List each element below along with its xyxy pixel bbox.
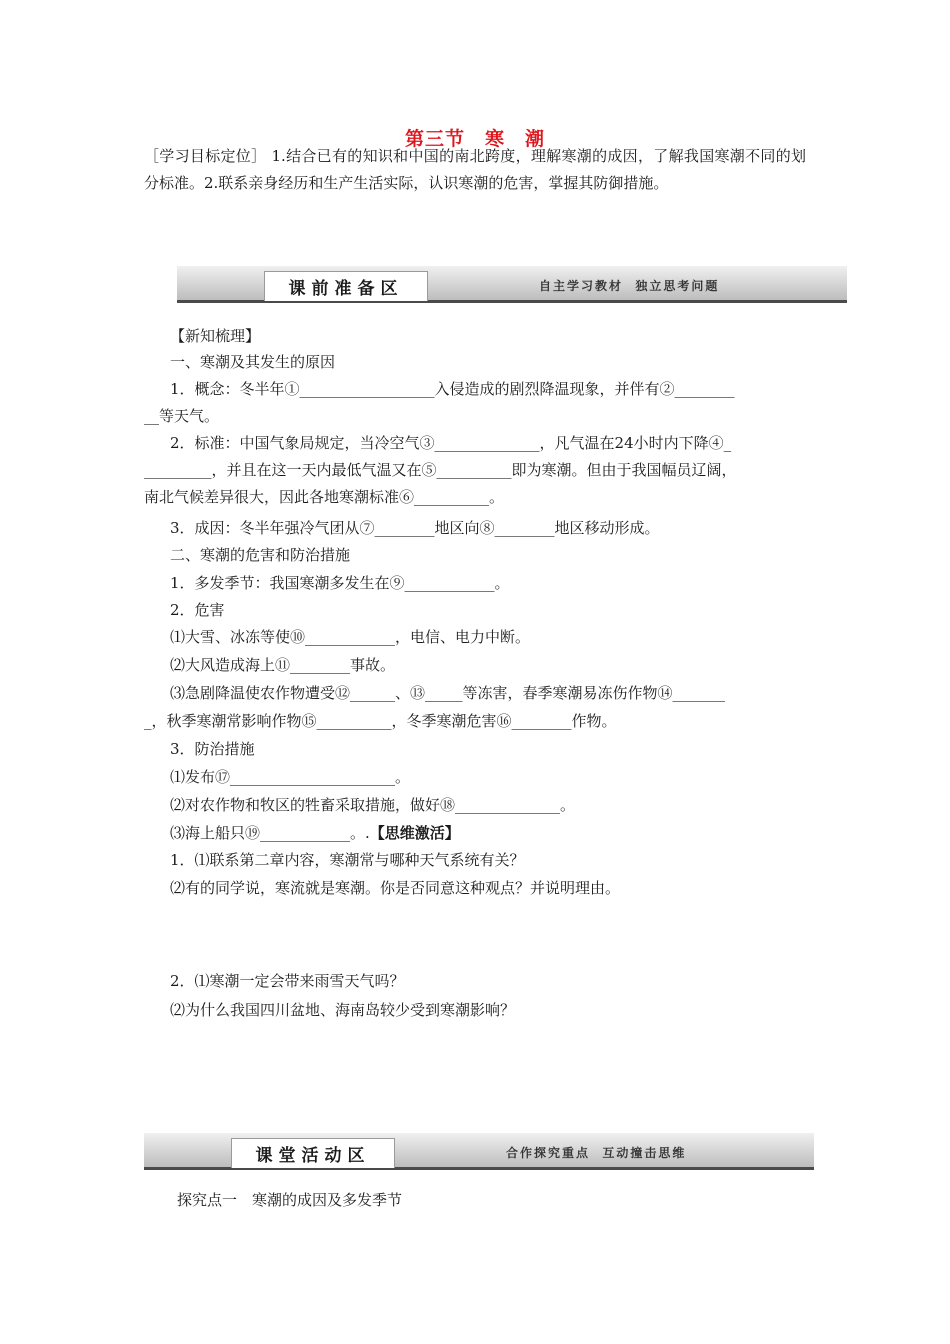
heading-cold-wave-causes: 一、寒潮及其发生的原因	[170, 353, 336, 371]
question-line: 2．⑴寒潮一定会带来雨雪天气吗？	[170, 972, 405, 990]
section-heading-thinking: 【思维激活】	[369, 824, 460, 842]
learning-objectives: ［学习目标定位］ 1.结合已有的知识和中国的南北跨度，理解寒潮的成因，了解我国寒潮不同的划分标准。2.联系亲身经历和生产生活实际，认识寒潮的危害，掌握其防御措施。	[144, 147, 806, 192]
text-line: _________，并且在这一天内最低气温又在⑤__________即为寒潮。但由于我国幅员辽阔，	[144, 461, 737, 479]
text-line: 1．概念：冬半年①__________________入侵造成的剧烈降温现象，并伴有②________	[170, 380, 735, 398]
text-line: ⑶急剧降温使农作物遭受⑫______、⑬_____等冻害，春季寒潮易冻伤作物⑭_______	[170, 684, 726, 702]
text-line: ⑵大风造成海上⑪________事故。	[170, 656, 396, 674]
text-line	[170, 820, 460, 847]
banner-slogan-in-class: 合作探究重点 互动撞击思维	[506, 1146, 687, 1160]
page-title: 第三节 寒 潮	[404, 128, 545, 150]
text-line: 南北气候差异很大，因此各地寒潮标准⑥__________。	[144, 488, 505, 506]
text-line: 1．多发季节：我国寒潮多发生在⑨____________。	[170, 574, 510, 592]
text-line: ⑴发布⑰______________________。	[170, 768, 411, 786]
section-banner-in-class	[144, 1133, 814, 1170]
inquiry-heading: 探究点一 寒潮的成因及多发季节	[177, 1191, 403, 1209]
heading-hazards-measures: 二、寒潮的危害和防治措施	[170, 546, 351, 564]
text-line: 2．标准：中国气象局规定，当冷空气③______________，凡气温在24小时内下降④_	[170, 434, 732, 452]
text-line: ⑵对农作物和牧区的牲畜采取措施，做好⑱______________。	[170, 796, 576, 814]
section-heading-new-knowledge: 【新知梳理】	[170, 327, 261, 345]
text-line: __等天气。	[144, 407, 220, 425]
question-line: ⑵有的同学说，寒流就是寒潮。你是否同意这种观点？并说明理由。	[170, 879, 621, 897]
text-line: 3．成因：冬半年强冷气团从⑦________地区向⑧________地区移动形成。	[170, 519, 660, 537]
text-line: 2．危害	[170, 601, 225, 619]
text-line: ⑴大雪、冰冻等使⑩____________，电信、电力中断。	[170, 628, 531, 646]
banner-tab-pre-class: 课前准备区	[264, 271, 428, 301]
question-line: ⑵为什么我国四川盆地、海南岛较少受到寒潮影响？	[170, 1001, 516, 1019]
text-segment: ⑶海上船只⑲____________。.	[170, 824, 370, 842]
text-line: 3．防治措施	[170, 740, 255, 758]
banner-tab-in-class: 课堂活动区	[231, 1138, 395, 1168]
question-line: 1．⑴联系第二章内容，寒潮常与哪种天气系统有关？	[170, 851, 525, 869]
text-line: _，秋季寒潮常影响作物⑮__________，冬季寒潮危害⑯________作物。	[144, 712, 617, 730]
section-banner-pre-class	[177, 266, 847, 303]
banner-slogan-pre-class: 自主学习教材 独立思考问题	[539, 279, 720, 293]
